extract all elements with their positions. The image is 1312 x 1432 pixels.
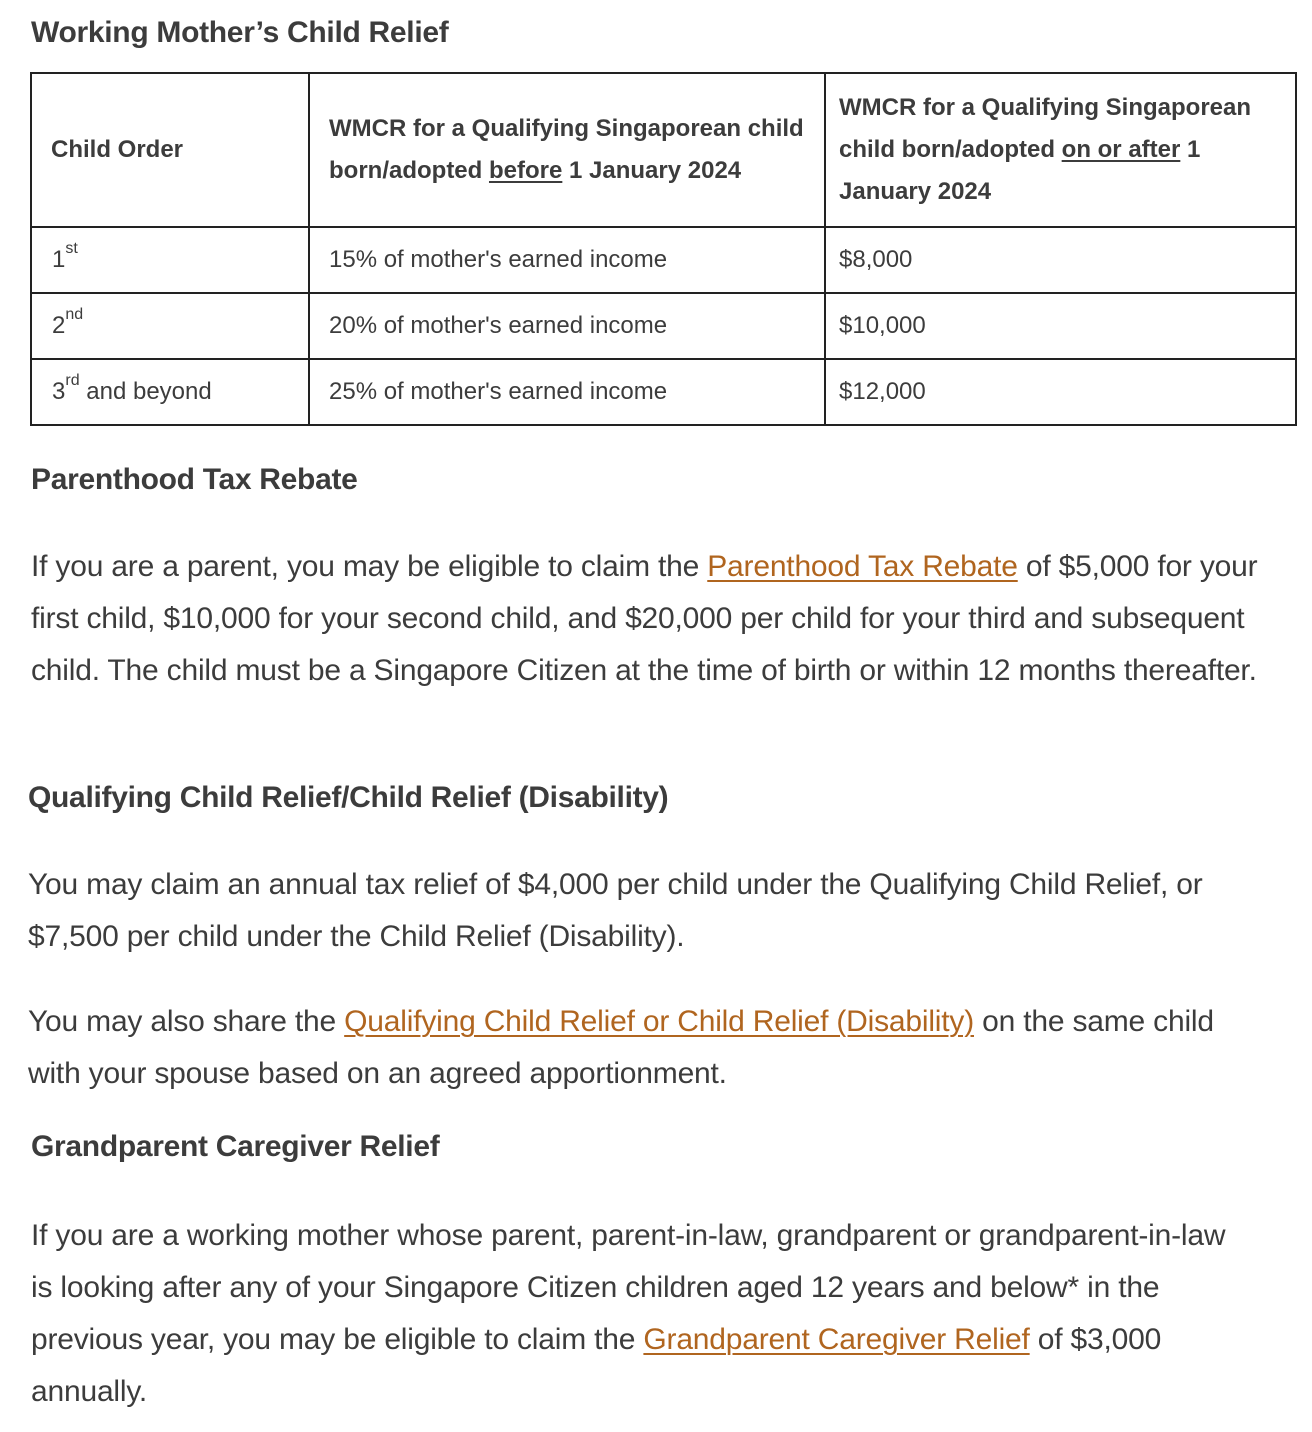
cell-child-order: 2nd <box>31 293 309 359</box>
parenthood-paragraph: If you are a parent, you may be eligible to claim the Parenthood Tax Rebate of $5,000 for your first child, $10,000 for your second child, and $20,000 per child for your third and subsequent child. The child must be a Singapore Citizen at the time of birth or within 12 months thereafter. <box>31 550 1258 687</box>
parenthood-tax-rebate-link[interactable]: Parenthood Tax Rebate <box>707 550 1018 583</box>
table-row <box>31 293 1296 359</box>
header-child-order: Child Order <box>31 73 309 227</box>
emphasis-on-or-after: on or after <box>1061 136 1181 163</box>
cell-after-2024: $12,000 <box>825 359 1296 425</box>
gcr-paragraph: If you are a working mother whose parent, parent-in-law, grandparent or grandparent-in-law is looking after any of your Singapore Citizen children aged 12 years and below* in the previous year, you may be eligible to claim the Grandparent Caregiver Relief of $3,000 annually. <box>31 1219 1226 1408</box>
qcr-paragraph-1: You may claim an annual tax relief of $4,000 per child under the Qualifying Child Relief, or $7,500 per child under the Child Relief (Disability). <box>28 868 1203 953</box>
cell-child-order: 1st <box>31 227 309 293</box>
wmcr-heading: Working Mother’s Child Relief <box>31 16 449 49</box>
parenthood-heading: Parenthood Tax Rebate <box>31 463 358 496</box>
cell-before-2024: 20% of mother's earned income <box>309 293 825 359</box>
qcr-paragraph-2: You may also share the Qualifying Child Relief or Child Relief (Disability) on the same child with your spouse based on an agreed apportionment. <box>28 1005 1214 1090</box>
cell-after-2024: $10,000 <box>825 293 1296 359</box>
grandparent-caregiver-relief-link[interactable]: Grandparent Caregiver Relief <box>643 1323 1030 1356</box>
header-after-2024: WMCR for a Qualifying Singaporean child born/adopted on or after 1 January 2024 <box>825 73 1296 227</box>
cell-after-2024: $8,000 <box>825 227 1296 293</box>
header-before-2024: WMCR for a Qualifying Singaporean child born/adopted before 1 January 2024 <box>309 73 825 227</box>
wmcr-table <box>30 72 1297 426</box>
qcr-heading: Qualifying Child Relief/Child Relief (Disability) <box>28 781 669 814</box>
emphasis-before: before <box>488 157 563 184</box>
cell-child-order: 3rd and beyond <box>31 359 309 425</box>
gcr-heading: Grandparent Caregiver Relief <box>31 1130 440 1163</box>
table-row <box>31 227 1296 293</box>
qcr-link[interactable]: Qualifying Child Relief or Child Relief (Disability) <box>344 1005 974 1038</box>
cell-before-2024: 25% of mother's earned income <box>309 359 825 425</box>
table-row <box>31 359 1296 425</box>
table-header-row <box>31 73 1296 227</box>
cell-before-2024: 15% of mother's earned income <box>309 227 825 293</box>
